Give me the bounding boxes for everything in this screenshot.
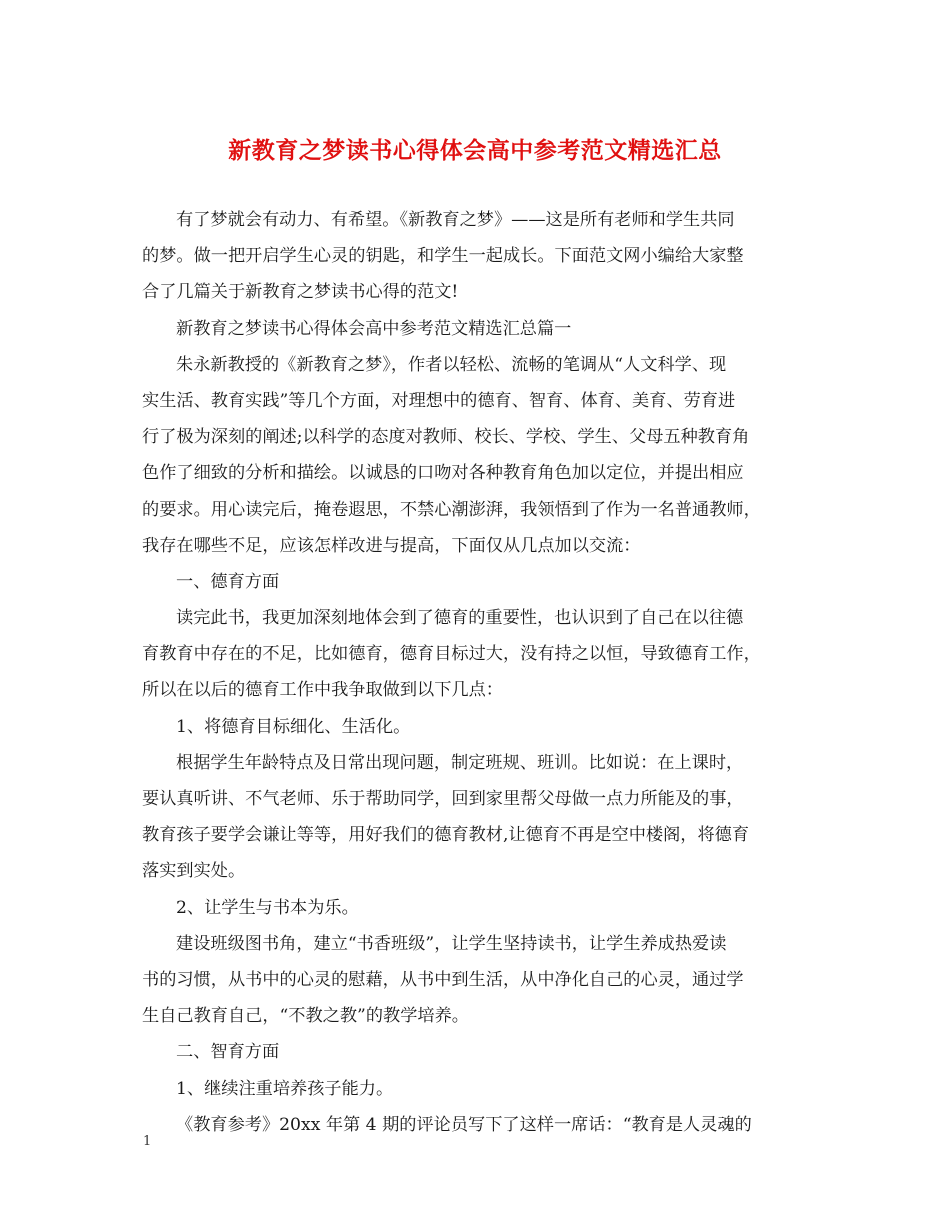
paragraph-line: 实生活、教育实践”等几个方面，对理想中的德育、智育、体育、美育、劳育进 (142, 390, 736, 411)
document-title: 新教育之梦读书心得体会高中参考范文精选汇总 (228, 137, 722, 164)
paragraph-line: 根据学生年龄特点及日常出现问题，制定班规、班训。比如说：在上课时， (176, 752, 744, 773)
paragraph-line: 朱永新教授的《新教育之梦》，作者以轻松、流畅的笔调从“人文科学、现 (176, 354, 727, 375)
paragraph-line: 书的习惯，从书中的心灵的慰藉，从书中到生活，从中净化自己的心灵，通过学 (142, 969, 744, 990)
document-body (142, 202, 822, 1143)
paragraph-line: 落实到实处。 (142, 861, 246, 882)
paragraph-line: 有了梦就会有动力、有希望。《新教育之梦》——这是所有老师和学生共同 (176, 210, 735, 230)
paragraph-line: 色作了细致的分析和描绘。以诚恳的口吻对各种教育角色加以定位，并提出相应 (142, 463, 744, 484)
paragraph-line: 建设班级图书角，建立“书香班级”，让学生坚持读书，让学生养成热爱读 (176, 933, 727, 954)
paragraph-line: 新教育之梦读书心得体会高中参考范文精选汇总篇一 (176, 318, 572, 339)
paragraph-line: 要认真听讲、不气老师、乐于帮助同学，回到家里帮父母做一点力所能及的事， (142, 789, 744, 809)
paragraph-line: 二、智育方面 (176, 1042, 280, 1063)
paragraph-line: 一、德育方面 (176, 571, 280, 592)
paragraph-line: 2、让学生与书本为乐。 (176, 897, 359, 918)
paragraph-line: 《教育参考》20xx 年第 4 期的评论员写下了这样一席话：“教育是人灵魂的 (176, 1114, 752, 1135)
paragraph-line: 生自己教育自己，“不教之教”的教学培养。 (142, 1006, 469, 1027)
paragraph-line: 行了极为深刻的阐述;以科学的态度对教师、校长、学校、学生、父母五种教育角 (142, 427, 750, 448)
paragraph-line: 读完此书，我更加深刻地体会到了德育的重要性，也认识到了自己在以往德 (176, 608, 744, 629)
page-number: 1 (143, 1134, 152, 1149)
paragraph-line: 育教育中存在的不足，比如德育，德育目标过大，没有持之以恒，导致德育工作， (142, 644, 761, 665)
paragraph-line: 1、继续注重培养孩子能力。 (176, 1078, 394, 1099)
paragraph-line: 的梦。做一把开启学生心灵的钥匙，和学生一起成长。下面范文网小编给大家整 (142, 246, 744, 267)
paragraph-line: 教育孩子要学会谦让等等，用好我们的德育教材,让德育不再是空中楼阁，将德育 (142, 825, 750, 846)
paragraph-line: 1、将德育目标细化、生活化。 (176, 716, 411, 737)
paragraph-line: 我存在哪些不足，应该怎样改进与提高，下面仅从几点加以交流： (142, 535, 641, 556)
paragraph-line: 所以在以后的德育工作中我争取做到以下几点： (142, 680, 503, 701)
paragraph-line: 合了几篇关于新教育之梦读书心得的范文! (142, 282, 459, 303)
paragraph-line: 的要求。用心读完后，掩卷遐思，不禁心潮澎湃，我领悟到了作为一名普通教师， (142, 499, 761, 520)
